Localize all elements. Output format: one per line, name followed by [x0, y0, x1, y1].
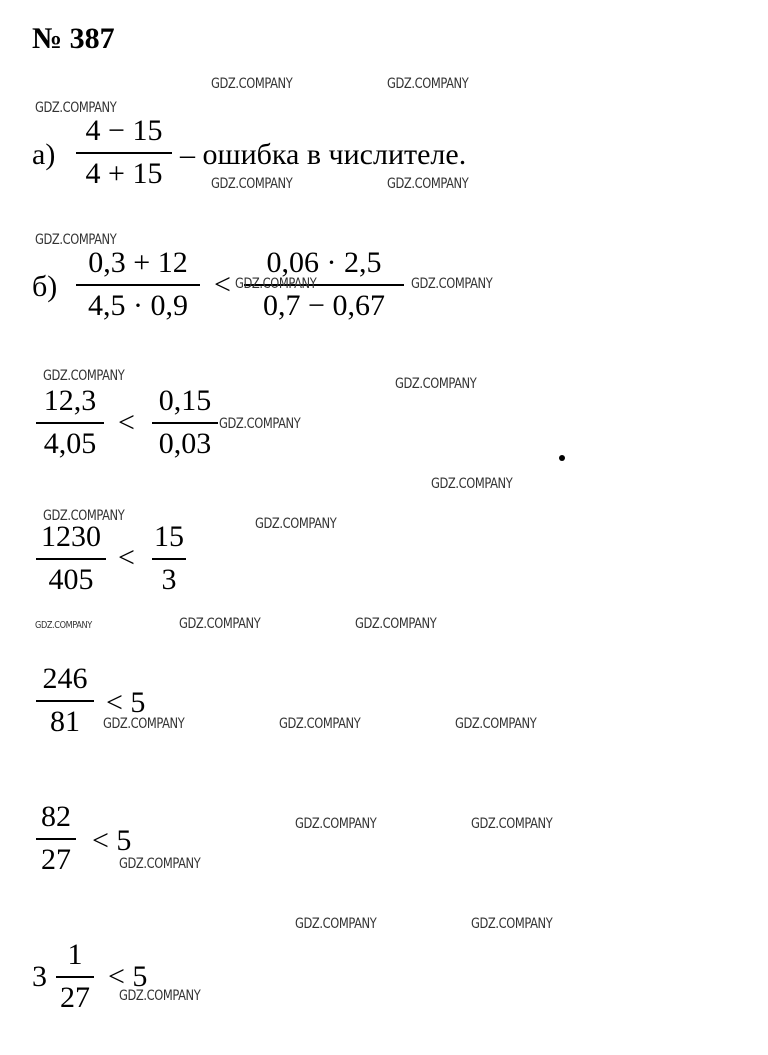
watermark: GDZ.COMPANY — [219, 416, 301, 432]
part-b-right-numerator: 0,06 · 2,5 — [266, 246, 382, 279]
step5-comparison: < 5 — [108, 960, 148, 993]
watermark: GDZ.COMPANY — [395, 376, 477, 392]
fraction-bar — [36, 422, 104, 424]
watermark: GDZ.COMPANY — [119, 988, 201, 1004]
step4-denominator: 27 — [41, 843, 71, 876]
part-b-sign: < — [214, 268, 231, 301]
step5-numerator: 1 — [67, 938, 83, 971]
step3-denominator: 81 — [50, 705, 80, 738]
part-b-left-denominator: 4,5 · 0,9 — [88, 289, 188, 322]
fraction-bar — [56, 976, 94, 978]
watermark: GDZ.COMPANY — [455, 716, 537, 732]
part-a-fraction — [76, 116, 172, 189]
step4-fraction — [36, 802, 76, 875]
watermark: GDZ.COMPANY — [411, 276, 493, 292]
step3-comparison: < 5 — [106, 686, 146, 719]
part-a-comment: – ошибка в числителе. — [180, 138, 467, 171]
fraction-bar — [152, 558, 186, 560]
step1-left-denominator: 4,05 — [43, 427, 97, 460]
watermark: GDZ.COMPANY — [387, 76, 469, 92]
watermark: GDZ.COMPANY — [35, 100, 117, 116]
watermark: GDZ.COMPANY — [211, 76, 293, 92]
step1-right-numerator: 0,15 — [158, 384, 212, 417]
watermark: GDZ.COMPANY — [235, 276, 317, 292]
step3-numerator: 246 — [42, 662, 88, 695]
watermark: GDZ.COMPANY — [295, 916, 377, 932]
part-b-label: б) — [32, 270, 58, 303]
watermark: GDZ.COMPANY — [387, 176, 469, 192]
step5-whole: 3 — [32, 960, 47, 993]
fraction-bar — [36, 838, 76, 840]
step2-left-denominator: 405 — [48, 563, 94, 596]
fraction-bar — [36, 700, 94, 702]
step1-right-fraction — [152, 386, 218, 459]
step2-sign: < — [118, 541, 135, 574]
step2-right-numerator: 15 — [154, 520, 184, 553]
step5-denominator: 27 — [60, 981, 90, 1014]
step1-sign: < — [118, 406, 135, 439]
fraction-bar — [152, 422, 218, 424]
watermark: GDZ.COMPANY — [355, 616, 437, 632]
step2-right-fraction — [152, 522, 186, 595]
part-a-label: а) — [32, 138, 56, 171]
step1-left-fraction — [36, 386, 104, 459]
watermark: GDZ.COMPANY — [295, 816, 377, 832]
watermark: GDZ.COMPANY — [471, 916, 553, 932]
watermark: GDZ.COMPANY — [211, 176, 293, 192]
watermark: GDZ.COMPANY — [103, 716, 185, 732]
fraction-bar — [36, 558, 106, 560]
part-b-left-numerator: 0,3 + 12 — [88, 246, 188, 279]
fraction-bar — [76, 152, 172, 154]
step2-left-numerator: 1230 — [41, 520, 101, 553]
watermark: GDZ.COMPANY — [43, 368, 125, 384]
step3-fraction — [36, 664, 94, 737]
watermark: GDZ.COMPANY — [471, 816, 553, 832]
step4-comparison: < 5 — [92, 824, 132, 857]
part-a-denominator: 4 + 15 — [85, 157, 163, 190]
watermark: GDZ.COMPANY — [43, 508, 125, 524]
watermark: GDZ.COMPANY — [431, 476, 513, 492]
step1-right-denominator: 0,03 — [158, 427, 212, 460]
step5-fraction — [56, 940, 94, 1013]
problem-number: № 387 — [32, 22, 115, 55]
step2-left-fraction — [36, 522, 106, 595]
part-a-numerator: 4 − 15 — [85, 114, 163, 147]
watermark: GDZ.COMPANY — [35, 620, 92, 631]
part-b-left-fraction — [76, 248, 200, 321]
watermark: GDZ.COMPANY — [255, 516, 337, 532]
step2-right-denominator: 3 — [161, 563, 177, 596]
watermark: GDZ.COMPANY — [279, 716, 361, 732]
stray-dot — [559, 455, 565, 461]
step4-numerator: 82 — [41, 800, 71, 833]
watermark: GDZ.COMPANY — [179, 616, 261, 632]
watermark: GDZ.COMPANY — [35, 232, 117, 248]
fraction-bar — [76, 284, 200, 286]
part-b-right-denominator: 0,7 − 0,67 — [263, 289, 385, 322]
watermark: GDZ.COMPANY — [119, 856, 201, 872]
step1-left-numerator: 12,3 — [43, 384, 97, 417]
